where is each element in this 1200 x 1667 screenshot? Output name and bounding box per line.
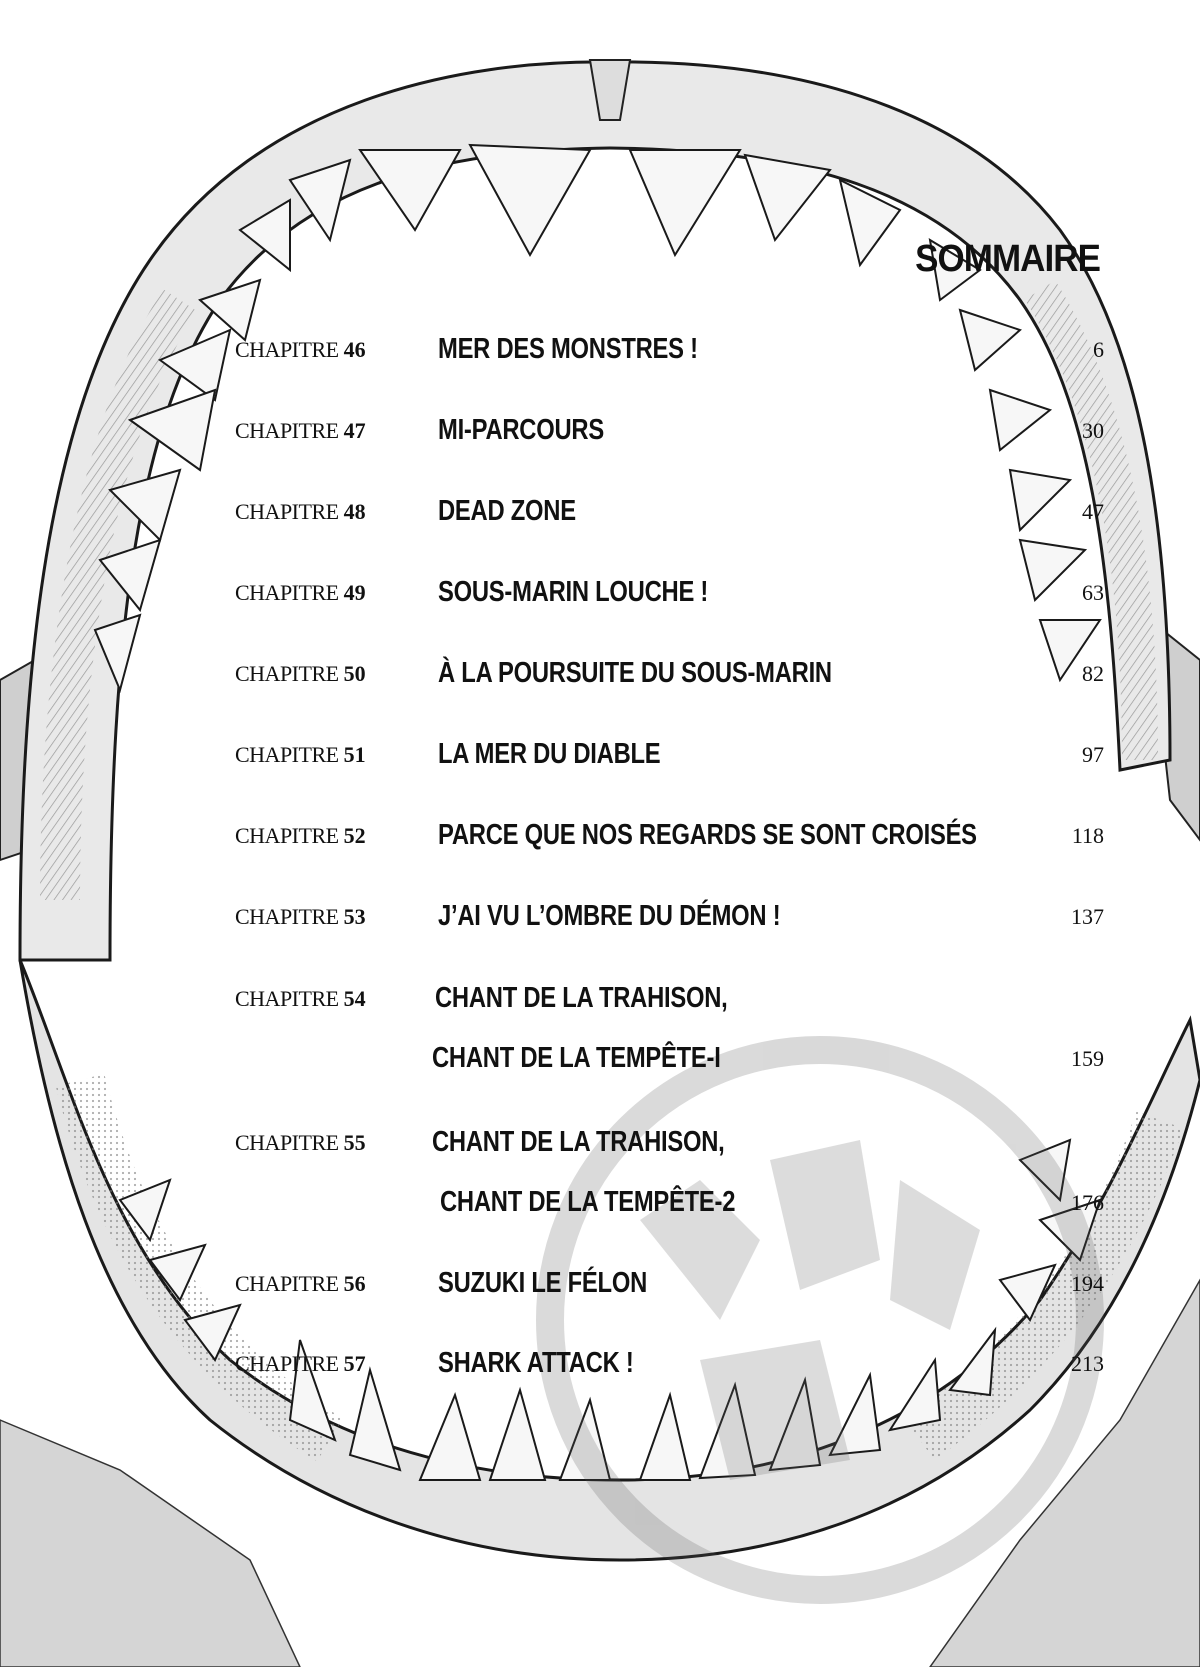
chapter-page-number: 6 bbox=[1093, 337, 1104, 362]
chapter-word: CHAPITRE bbox=[235, 986, 344, 1011]
chapter-title: SUZUKI LE FÉLON bbox=[438, 1267, 648, 1299]
chapter-page-number: 47 bbox=[1082, 499, 1104, 524]
chapter-word: CHAPITRE bbox=[235, 418, 344, 443]
chapter-number: 50 bbox=[343, 661, 366, 686]
chapter-title: MI-PARCOURS bbox=[438, 414, 604, 446]
chapter-label bbox=[235, 1351, 385, 1377]
chapter-page-number: 118 bbox=[1071, 823, 1104, 848]
chapter-page-number: 30 bbox=[1082, 418, 1104, 443]
chapter-label bbox=[235, 499, 385, 525]
chapter-label bbox=[235, 661, 385, 687]
chapter-word: CHAPITRE bbox=[235, 823, 344, 848]
chapter-title: CHANT DE LA TRAHISON, bbox=[435, 982, 728, 1014]
chapter-title: SHARK ATTACK ! bbox=[438, 1347, 634, 1379]
chapter-word: CHAPITRE bbox=[235, 904, 344, 929]
chapter-number: 47 bbox=[343, 418, 366, 443]
chapter-number: 53 bbox=[343, 904, 366, 929]
chapter-number: 52 bbox=[343, 823, 366, 848]
chapter-number: 57 bbox=[343, 1351, 366, 1376]
toc-title: SOMMAIRE bbox=[915, 238, 1100, 280]
chapter-title: DEAD ZONE bbox=[438, 495, 576, 527]
chapter-page-number: 63 bbox=[1082, 580, 1104, 605]
chapter-word: CHAPITRE bbox=[235, 499, 344, 524]
chapter-page-number: 137 bbox=[1071, 904, 1104, 929]
chapter-label bbox=[235, 742, 385, 768]
chapter-page-number: 97 bbox=[1082, 742, 1104, 767]
chapter-page-number: 176 bbox=[1071, 1190, 1104, 1215]
chapter-word: CHAPITRE bbox=[235, 661, 344, 686]
chapter-word: CHAPITRE bbox=[235, 337, 344, 362]
chapter-word: CHAPITRE bbox=[235, 1130, 344, 1155]
chapter-title: MER DES MONSTRES ! bbox=[438, 333, 698, 365]
chapter-label bbox=[235, 904, 385, 930]
chapter-page-number: 82 bbox=[1082, 661, 1104, 686]
chapter-label bbox=[235, 418, 385, 444]
chapter-word: CHAPITRE bbox=[235, 1271, 344, 1296]
chapter-label bbox=[235, 823, 385, 849]
chapter-page-number: 194 bbox=[1071, 1271, 1104, 1296]
chapter-title: CHANT DE LA TRAHISON, bbox=[432, 1126, 725, 1158]
chapter-label bbox=[235, 580, 385, 606]
chapter-page-number: 159 bbox=[1071, 1046, 1104, 1071]
chapter-number: 46 bbox=[343, 337, 366, 362]
chapter-title: CHANT DE LA TEMPÊTE-2 bbox=[440, 1186, 736, 1218]
lower-left-body bbox=[0, 1420, 300, 1667]
chapter-page-number: 213 bbox=[1071, 1351, 1104, 1376]
chapter-number: 56 bbox=[343, 1271, 366, 1296]
chapter-label bbox=[235, 986, 385, 1012]
chapter-number: 55 bbox=[343, 1130, 366, 1155]
chapter-word: CHAPITRE bbox=[235, 742, 344, 767]
chapter-number: 49 bbox=[343, 580, 366, 605]
chapter-title: CHANT DE LA TEMPÊTE-I bbox=[432, 1042, 721, 1074]
chapter-title: À LA POURSUITE DU SOUS-MARIN bbox=[438, 657, 832, 689]
chapter-title: LA MER DU DIABLE bbox=[438, 738, 661, 770]
chapter-number: 54 bbox=[343, 986, 366, 1011]
chapter-label bbox=[235, 1271, 385, 1297]
chapter-number: 51 bbox=[343, 742, 366, 767]
chapter-title: J’AI VU L’OMBRE DU DÉMON ! bbox=[438, 900, 781, 932]
chapter-label bbox=[235, 337, 385, 363]
chapter-label bbox=[235, 1130, 385, 1156]
chapter-word: CHAPITRE bbox=[235, 1351, 344, 1376]
chapter-word: CHAPITRE bbox=[235, 580, 344, 605]
chapter-number: 48 bbox=[343, 499, 366, 524]
chapter-title: SOUS-MARIN LOUCHE ! bbox=[438, 576, 709, 608]
chapter-title: PARCE QUE NOS REGARDS SE SONT CROISÉS bbox=[438, 819, 977, 851]
